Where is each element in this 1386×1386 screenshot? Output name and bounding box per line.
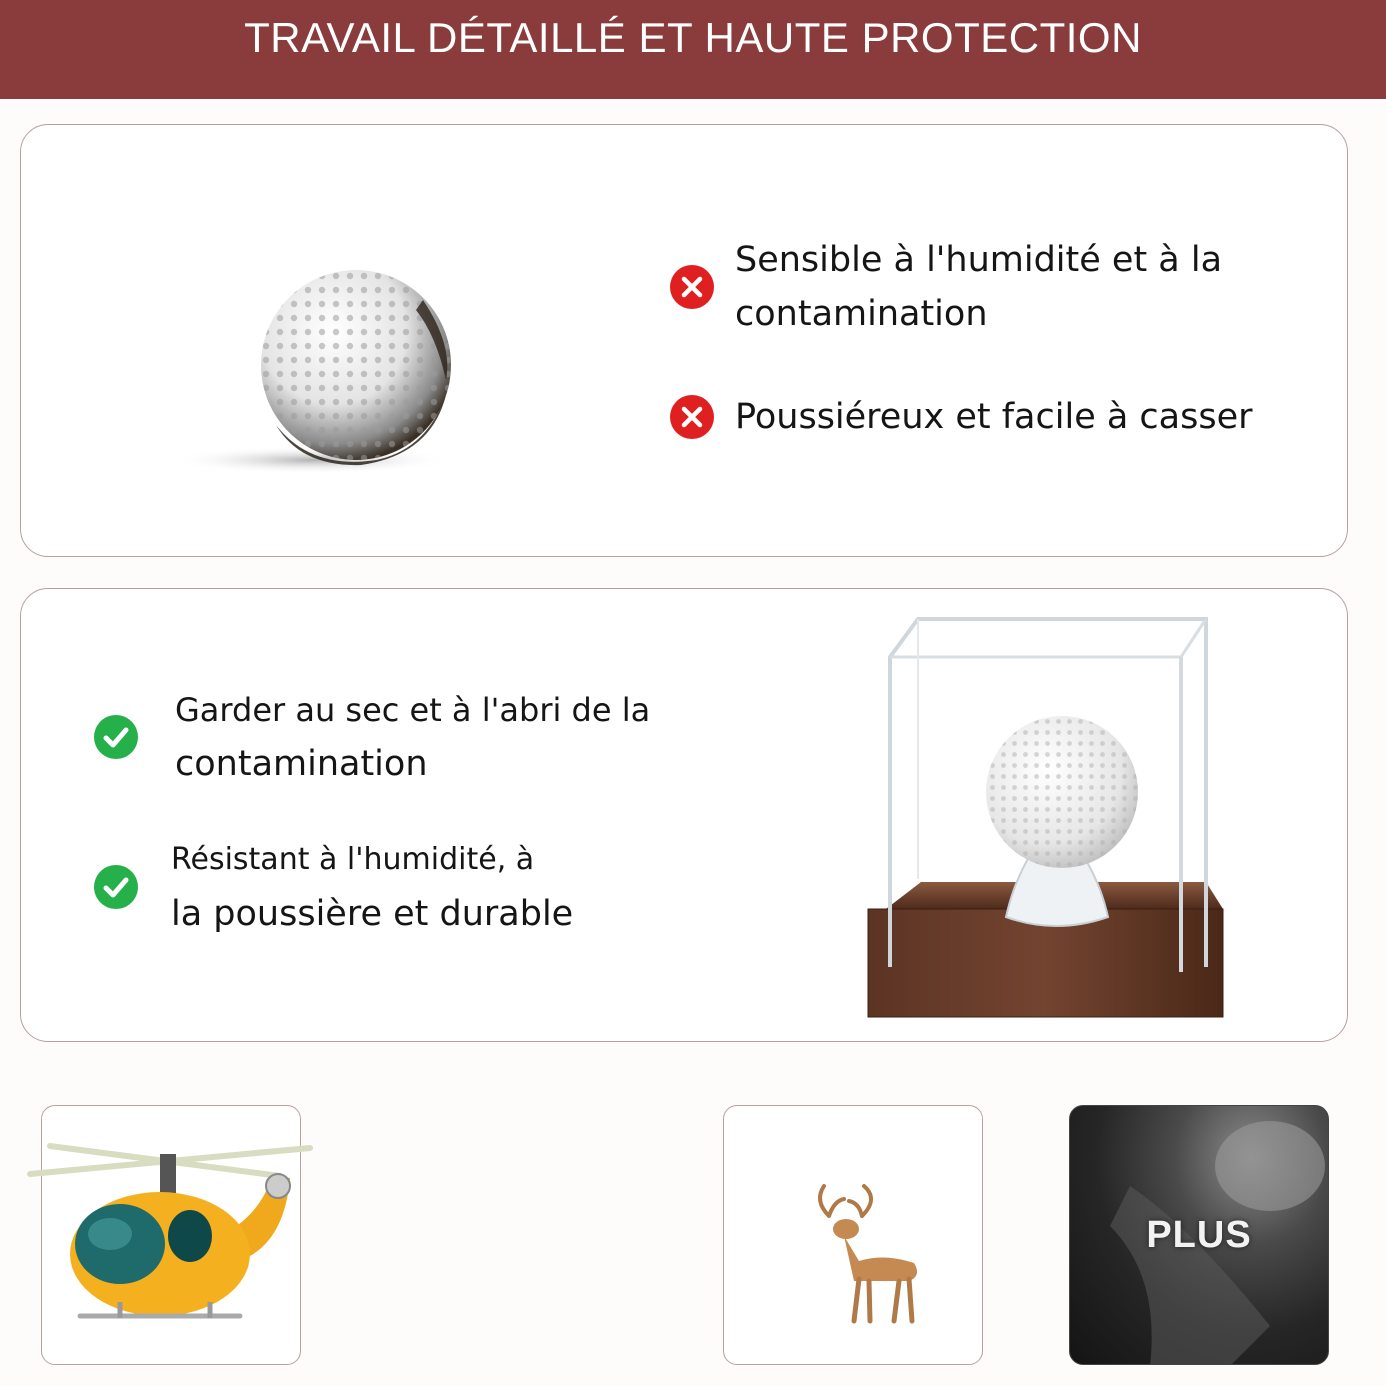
more-label: PLUS <box>1146 1214 1252 1256</box>
check-icon <box>93 714 139 760</box>
check-icon <box>93 864 139 910</box>
drawback-text-1: Sensible à l'humidité et à la contamination <box>735 240 1223 334</box>
comparison-panel-with-case <box>20 588 1348 1042</box>
thumbnail-helicopter[interactable] <box>41 1105 301 1365</box>
benefit-text-1: Garder au sec et à l'abri de la contamination <box>175 691 651 784</box>
comparison-panel-without-case <box>20 124 1348 557</box>
benefit-item-2 <box>93 833 573 941</box>
banner-title: TRAVAIL DÉTAILLÉ ET HAUTE PROTECTION <box>244 13 1142 61</box>
deer-figurine-image <box>804 1181 934 1331</box>
helicopter-toy-image <box>10 1126 334 1336</box>
benefit-text-2: Résistant à l'humidité, à la poussière et durable <box>171 842 574 934</box>
thumbnail-more[interactable] <box>1069 1105 1329 1365</box>
thumbnail-deer[interactable] <box>723 1105 983 1365</box>
drawback-item-2 <box>669 390 1253 444</box>
golf-ball-display-case-image <box>866 617 1226 1019</box>
drawback-item-1 <box>669 233 1222 341</box>
cross-icon <box>669 394 715 440</box>
cross-icon <box>669 264 715 310</box>
header-banner <box>0 0 1386 99</box>
golf-ball-dirty-image <box>161 255 461 535</box>
drawback-text-2: Poussiéreux et facile à casser <box>735 397 1253 437</box>
benefit-item-1 <box>93 683 650 791</box>
